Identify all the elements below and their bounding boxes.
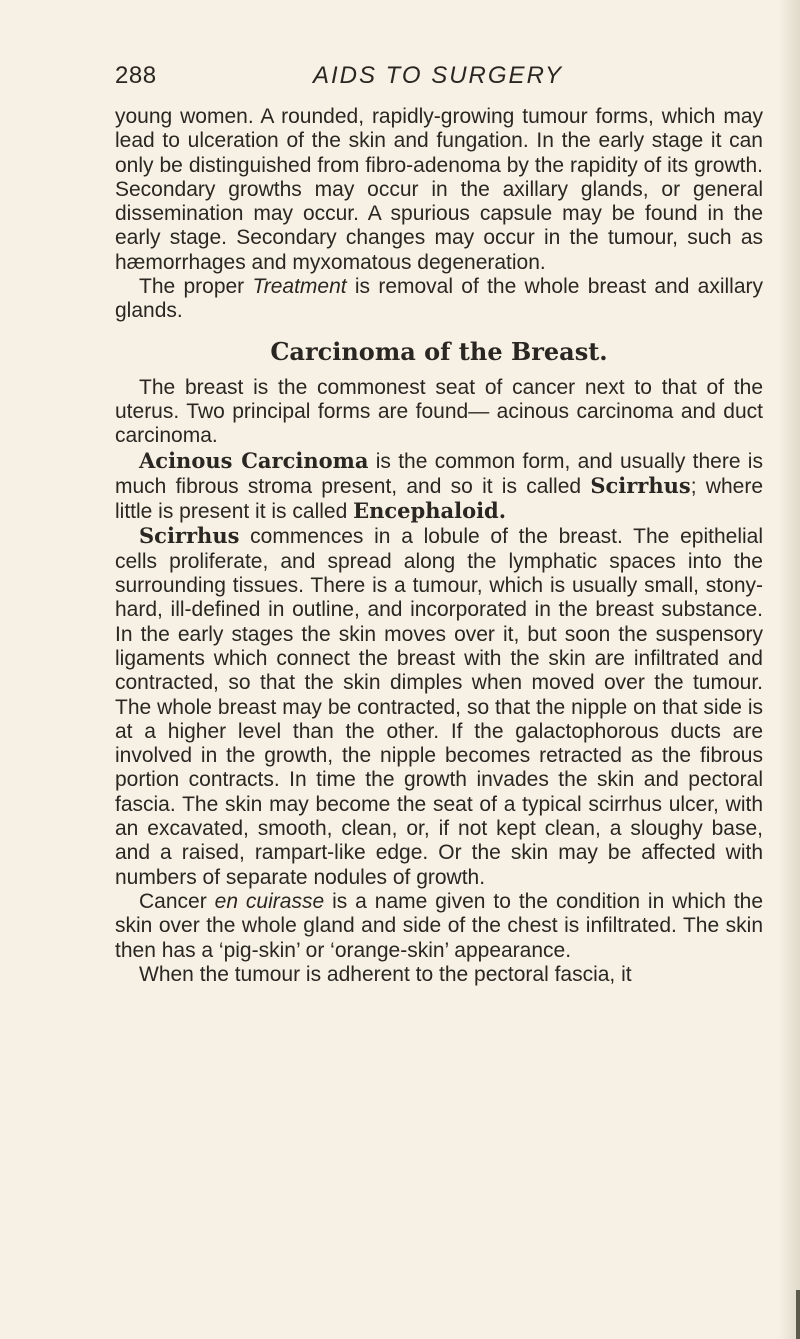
acinous-text: is the common form, and usually there is much fibrous stroma present, and so it is called xyxy=(115,449,763,498)
acinous-term: Acinous Carcinoma xyxy=(139,447,369,473)
page-edge-shadow xyxy=(778,0,800,1339)
cuirasse-paragraph xyxy=(115,890,763,963)
acinous-text-continued: ; where little is present it is called xyxy=(115,474,763,524)
cuirasse-lead: Cancer xyxy=(139,889,215,913)
encephaloid-term: Encephaloid. xyxy=(353,498,507,524)
treatment-term: Treatment xyxy=(252,275,347,299)
cuirasse-text: is a name given to the condition in which the skin over the whole gland and side of the chest is infiltrated. The skin then has a ‘pig-skin’ or ‘orange-skin’ appearance. xyxy=(115,889,764,962)
page-edge-mark xyxy=(796,1290,800,1339)
treatment-paragraph xyxy=(115,275,763,324)
treatment-lead: The proper xyxy=(139,275,253,299)
last-paragraph: When the tumour is adherent to the pectoral fascia, it xyxy=(139,962,632,986)
intro-paragraph: The breast is the commonest seat of cancer next to that of the uterus. Two principal forms are found— acinous carcinoma and duct carcinoma. xyxy=(115,375,763,448)
page-number: 288 xyxy=(115,62,157,89)
cuirasse-term: en cuirasse xyxy=(214,889,325,913)
running-header xyxy=(115,62,761,92)
scirrhus-term-lead: Scirrhus xyxy=(139,523,240,549)
running-title: AIDS TO SURGERY xyxy=(312,62,564,89)
scirrhus-term: Scirrhus xyxy=(590,472,691,498)
section-heading: Carcinoma of the Breast. xyxy=(270,336,608,366)
scirrhus-text: commences in a lobule of the breast. The epithelial cells proliferate, and spread along the lymphatic spaces into the surrounding tissues. There is a tumour, which is usually small, stony-hard, ill-defined in outline, and incorporated in the breast substance. In the early stages the skin moves over it, but soon the suspensory ligaments which connect the breast with the skin are infiltrated and contracted, so that the skin dimples when moved over the tumour. The whole breast may be contracted, so that the nipple on that side is at a higher level than the other. If the galactophorous ducts are involved in the growth, the nipple becomes retracted as the fibrous portion contracts. In time the growth invades the skin and pectoral fascia. The skin may become the seat of a typical scirrhus ulcer, with an excavated, smooth, clean, or, if not kept clean, a sloughy base, and a raised, rampart-like edge. Or the skin may be affected with numbers of separate nodules of growth. xyxy=(115,525,763,889)
acinous-paragraph xyxy=(115,449,763,525)
scirrhus-paragraph xyxy=(115,524,763,889)
body-text xyxy=(115,105,763,987)
continuation-paragraph: young women. A rounded, rapidly-growing tumour forms, which may lead to ulceration of the skin and fungation. In the early stage it can only be distinguished from fibro-adenoma by the rapidity of its growth. Secondary growths may occur in the axillary glands, or general dissemination may occur. A spurious capsule may be found in the early stage. Secondary changes may occur in the tumour, such as hæmorrhages and myxomatous degeneration. xyxy=(115,105,763,274)
treatment-text: is removal of the whole breast and axillary glands. xyxy=(115,275,764,323)
